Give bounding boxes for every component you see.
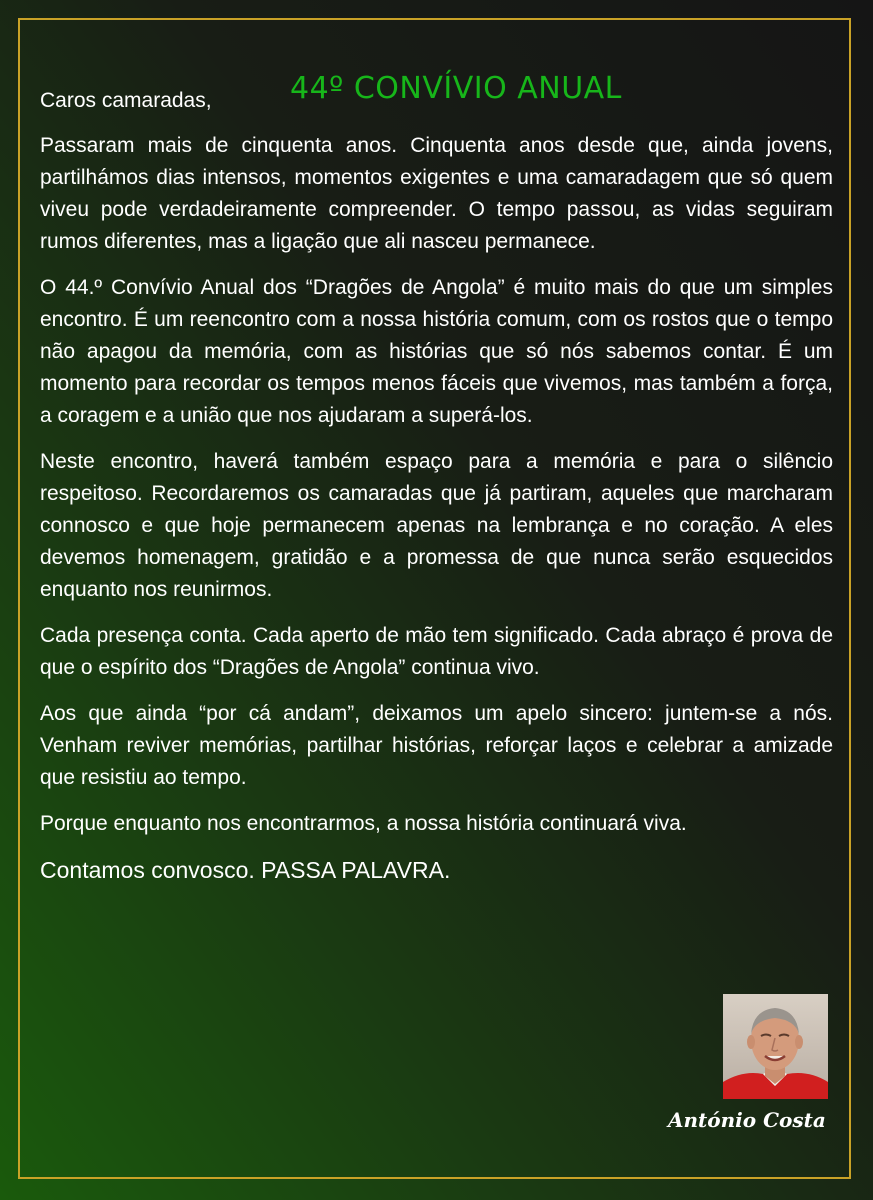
- paragraph-2: O 44.º Convívio Anual dos “Dragões de Angola” é muito mais do que um simples encontro. É um reencontro com a nossa história comum, com os rostos que o tempo não apagou da memória, com as histórias que só nós sabemos contar. É um momento para recordar os tempos menos fáceis que vivemos, mas também a força, a coragem e a união que nos ajudaram a superá-los.: [40, 276, 833, 427]
- paragraph-1: Passaram mais de cinquenta anos. Cinquenta anos desde que, ainda jovens, partilhámos dias intensos, momentos exigentes e uma camaradagem que só quem viveu pode verdadeiramente compreender. O tempo passou, as vidas seguiram rumos diferentes, mas a ligação que ali nasceu permanece.: [40, 134, 833, 253]
- closing-line: Contamos convosco. PASSA PALAVRA.: [40, 857, 451, 883]
- author-photo: [723, 994, 828, 1099]
- portrait-image: [723, 994, 828, 1099]
- paragraph-5: Aos que ainda “por cá andam”, deixamos um apelo sincero: juntem-se a nós. Venham reviver memórias, partilhar histórias, reforçar laços e celebrar a amizade que resistiu ao tempo.: [40, 702, 833, 789]
- author-signature: António Costa: [668, 1108, 826, 1132]
- page-title: 44º CONVÍVIO ANUAL: [290, 71, 622, 106]
- letter-body: [40, 130, 833, 900]
- paragraph-3: Neste encontro, haverá também espaço para a memória e para o silêncio respeitoso. Recordaremos os camaradas que já partiram, aqueles que marcharam connosco e que hoje permanecem apenas na lembrança e no coração. A eles devemos homenagem, gratidão e a promessa de que nunca serão esquecidos enquanto nos reunirmos.: [40, 450, 833, 601]
- paragraph-4: Cada presença conta. Cada aperto de mão tem significado. Cada abraço é prova de que o espírito dos “Dragões de Angola” continua vivo.: [40, 624, 833, 679]
- greeting: Caros camaradas,: [40, 89, 212, 112]
- paragraph-6: Porque enquanto nos encontrarmos, a nossa história continuará viva.: [40, 812, 687, 835]
